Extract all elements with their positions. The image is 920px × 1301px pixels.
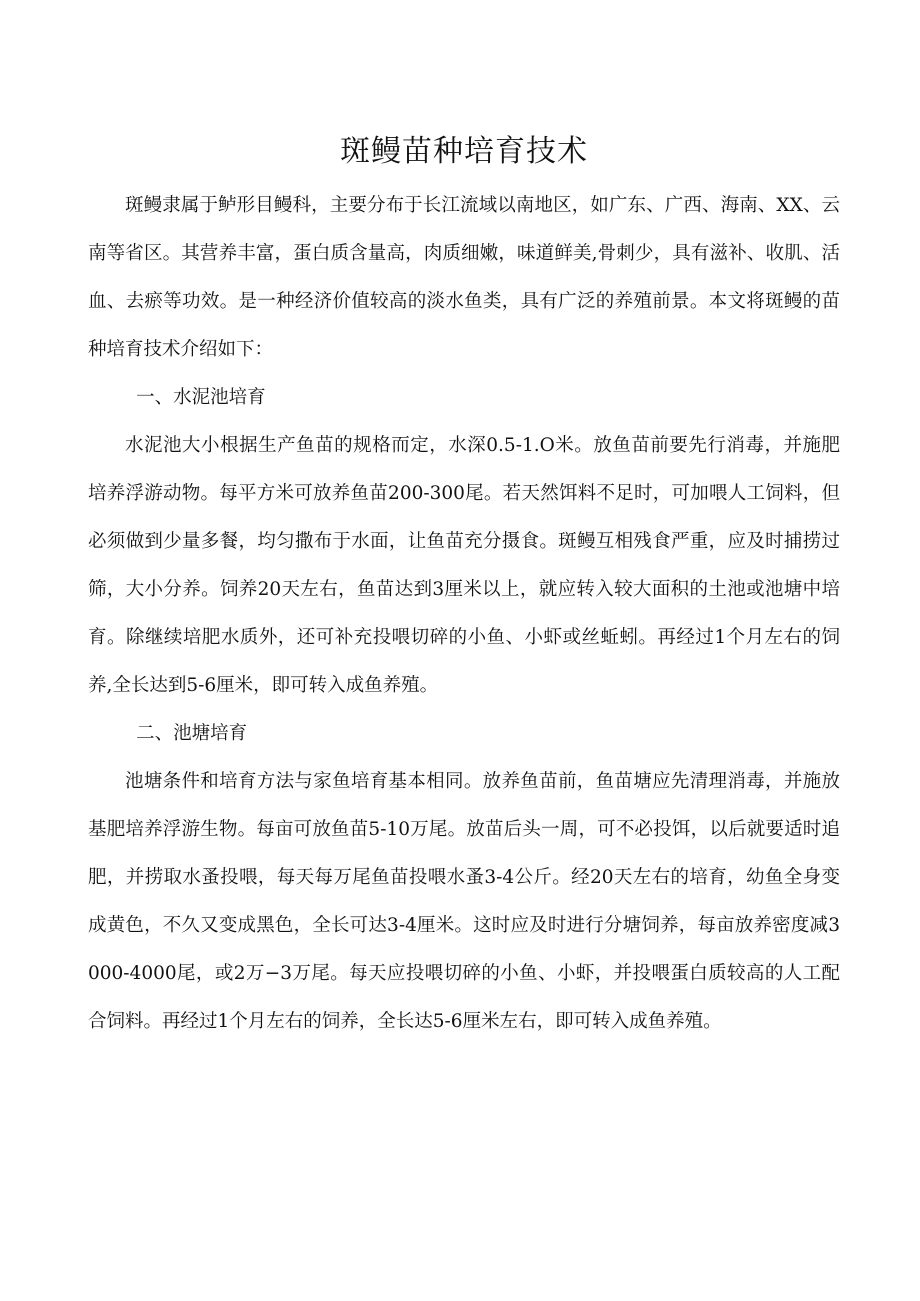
intro-paragraph: 斑鳗隶属于鲈形目鳗科，主要分布于长江流域以南地区，如广东、广西、海南、XX、云南等省区。其营养丰富，蛋白质含量高，肉质细嫩，味道鲜美,骨刺少，具有滋补、收肌、活血、去瘀等功效。是一种经济价值较高的淡水鱼类，具有广泛的养殖前景。本文将斑鳗的苗种培育技术介绍如下： <box>88 195 840 360</box>
section-heading-cement-pool: 一、水泥池培育 <box>136 387 266 408</box>
document-page <box>88 128 840 1046</box>
section-body-pond: 池塘条件和培育方法与家鱼培育基本相同。放养鱼苗前，鱼苗塘应先清理消毒，并施放基肥培养浮游生物。每亩可放鱼苗5-10万尾。放苗后头一周，可不必投饵，以后就要适时追肥，并捞取水蚤投喂，每天每万尾鱼苗投喂水蚤3-4公斤。经20天左右的培育，幼鱼全身变成黄色，不久又变成黑色，全长可达3-4厘米。这时应及时进行分塘饲养，每亩放养密度减3000-4000尾，或2万−3万尾。每天应投喂切碎的小鱼、小虾，并投喂蛋白质较高的人工配合饲料。再经过1个月左右的饲养，全长达5-6厘米左右，即可转入成鱼养殖。 <box>88 771 840 1032</box>
document-title: 斑鳗苗种培育技术 <box>340 134 588 169</box>
section-heading-pond: 二、池塘培育 <box>136 723 248 744</box>
section-body-cement-pool: 水泥池大小根据生产鱼苗的规格而定，水深0.5-1.O米。放鱼苗前要先行消毒，并施肥培养浮游动物。每平方米可放养鱼苗200-300尾。若天然饵料不足时，可加喂人工饲料，但必须做到少量多餐，均匀撒布于水面，让鱼苗充分摄食。斑鳗互相残食严重，应及时捕捞过筛，大小分养。饲养20天左右，鱼苗达到3厘米以上，就应转入较大面积的土池或池塘中培育。除继续培肥水质外，还可补充投喂切碎的小鱼、小虾或丝蚯蚓。再经过1个月左右的饲养,全长达到5-6厘米，即可转入成鱼养殖。 <box>88 435 840 696</box>
